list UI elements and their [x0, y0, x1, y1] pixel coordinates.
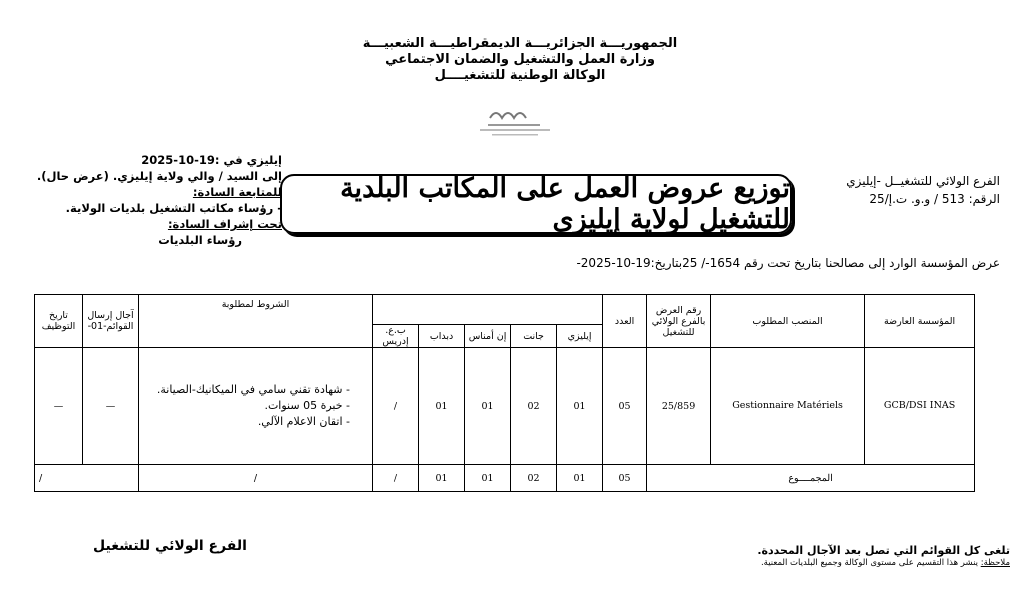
supervision-text: رؤساء البلديات: [158, 233, 242, 247]
total-row: [35, 465, 975, 492]
conditions-cell: [139, 348, 373, 465]
anem-logo-icon: [470, 104, 560, 140]
footer-note-label: ملاحظة:: [980, 558, 1010, 568]
total-deadline-hire: /: [35, 465, 139, 492]
follow-text: - رؤساء مكاتب التشغيل بلديات الولاية.: [65, 201, 282, 215]
header-org: المؤسسة العارضة: [865, 295, 975, 348]
table-row: [35, 348, 975, 465]
org-cell: GCB/DSI INAS: [865, 348, 975, 465]
header-commune-djanet: جانت: [511, 325, 557, 348]
header-commune-bordj-omar-driss: ب.ع. إدريس: [373, 325, 419, 348]
offers-table: [34, 294, 975, 492]
header-send-deadline: آجال إرسال القوائم-01-: [83, 295, 139, 348]
header-commune-illizi: إيليزي: [557, 325, 603, 348]
total-djanet: 02: [511, 465, 557, 492]
header-commune-in-amenas: إن أمناس: [465, 325, 511, 348]
addressee-to: إلى السيد / والي ولاية إيليزي. (عرض حال).: [36, 169, 282, 183]
header-count: العدد: [603, 295, 647, 348]
dist-illizi-cell: 01: [557, 348, 603, 465]
agency-title: الوكالة الوطنية للتشغيــــل: [434, 68, 606, 83]
header-conditions: الشروط لمطلوبة: [139, 295, 373, 348]
letterhead: [330, 36, 710, 84]
offer-line: عرض المؤسسة الوارد إلى مصالحنا بتاريخ تحت رقم 1654-/ 25بتاريخ:19-10-2025-: [576, 256, 1000, 270]
offer-no-cell: 25/859: [647, 348, 711, 465]
total-debdeb: 01: [419, 465, 465, 492]
count-cell: 05: [603, 348, 647, 465]
footer-note-1: تلغى كل القوائم التي تصل بعد الآجال المحددة.: [757, 544, 1010, 557]
hire-date-cell: —: [35, 348, 83, 465]
dist-djanet-cell: 02: [511, 348, 557, 465]
follow-label: للمتابعة السادة:: [192, 185, 282, 199]
header-distribution: [373, 295, 603, 325]
total-conditions: /: [139, 465, 373, 492]
signature-block: الفرع الولائي للتشغيل: [93, 538, 247, 554]
total-bordj-omar-driss: /: [373, 465, 419, 492]
dist-in-amenas-cell: 01: [465, 348, 511, 465]
condition-item: - خبرة 05 سنوات.: [139, 398, 350, 414]
send-deadline-cell: —: [83, 348, 139, 465]
branch-name: الفرع الولائي للتشغيــل -إيليزي: [846, 174, 1000, 188]
addressee-block: [22, 152, 282, 248]
footer-note-2: ينشر هذا التقسيم على مستوى الوكالة وجميع البلديات المعنية.: [760, 558, 981, 568]
dist-bordj-omar-driss-cell: /: [373, 348, 419, 465]
document-title: توزيع عروض العمل على المكاتب البلدية للتشغيل لولاية إيليزي: [280, 174, 792, 234]
header-commune-debdeb: دبداب: [419, 325, 465, 348]
header-post: المنصب المطلوب: [711, 295, 865, 348]
date-line: إيليزي في :19-10-2025: [141, 153, 282, 167]
total-in-amenas: 01: [465, 465, 511, 492]
total-illizi: 01: [557, 465, 603, 492]
header-hire-date: تاريخ التوظيف: [35, 295, 83, 348]
supervision-label: تحت إشراف السادة:: [167, 217, 282, 231]
total-label: المجمــــوع: [647, 465, 975, 492]
ministry-title: وزارة العمل والتشغيل والضمان الاجتماعي: [385, 52, 655, 67]
post-cell: Gestionnaire Matériels: [711, 348, 865, 465]
header-offer-no: رقم العرض بالفرع الولائي للتشغيل: [647, 295, 711, 348]
reference-number: الرقم: 513 / و.و. ت.إ/25: [869, 192, 1000, 206]
condition-item: - شهادة تقني سامي في الميكانيك-الصيانة.: [139, 382, 350, 398]
condition-item: - اتقان الاعلام الآلي.: [139, 414, 350, 430]
footer-notes: [700, 544, 1010, 570]
branch-block: [800, 172, 1000, 208]
republic-title: الجمهوريـــة الجزائريـــة الديمقراطيـــة الشعبيـــة: [362, 36, 678, 51]
total-count: 05: [603, 465, 647, 492]
dist-debdeb-cell: 01: [419, 348, 465, 465]
